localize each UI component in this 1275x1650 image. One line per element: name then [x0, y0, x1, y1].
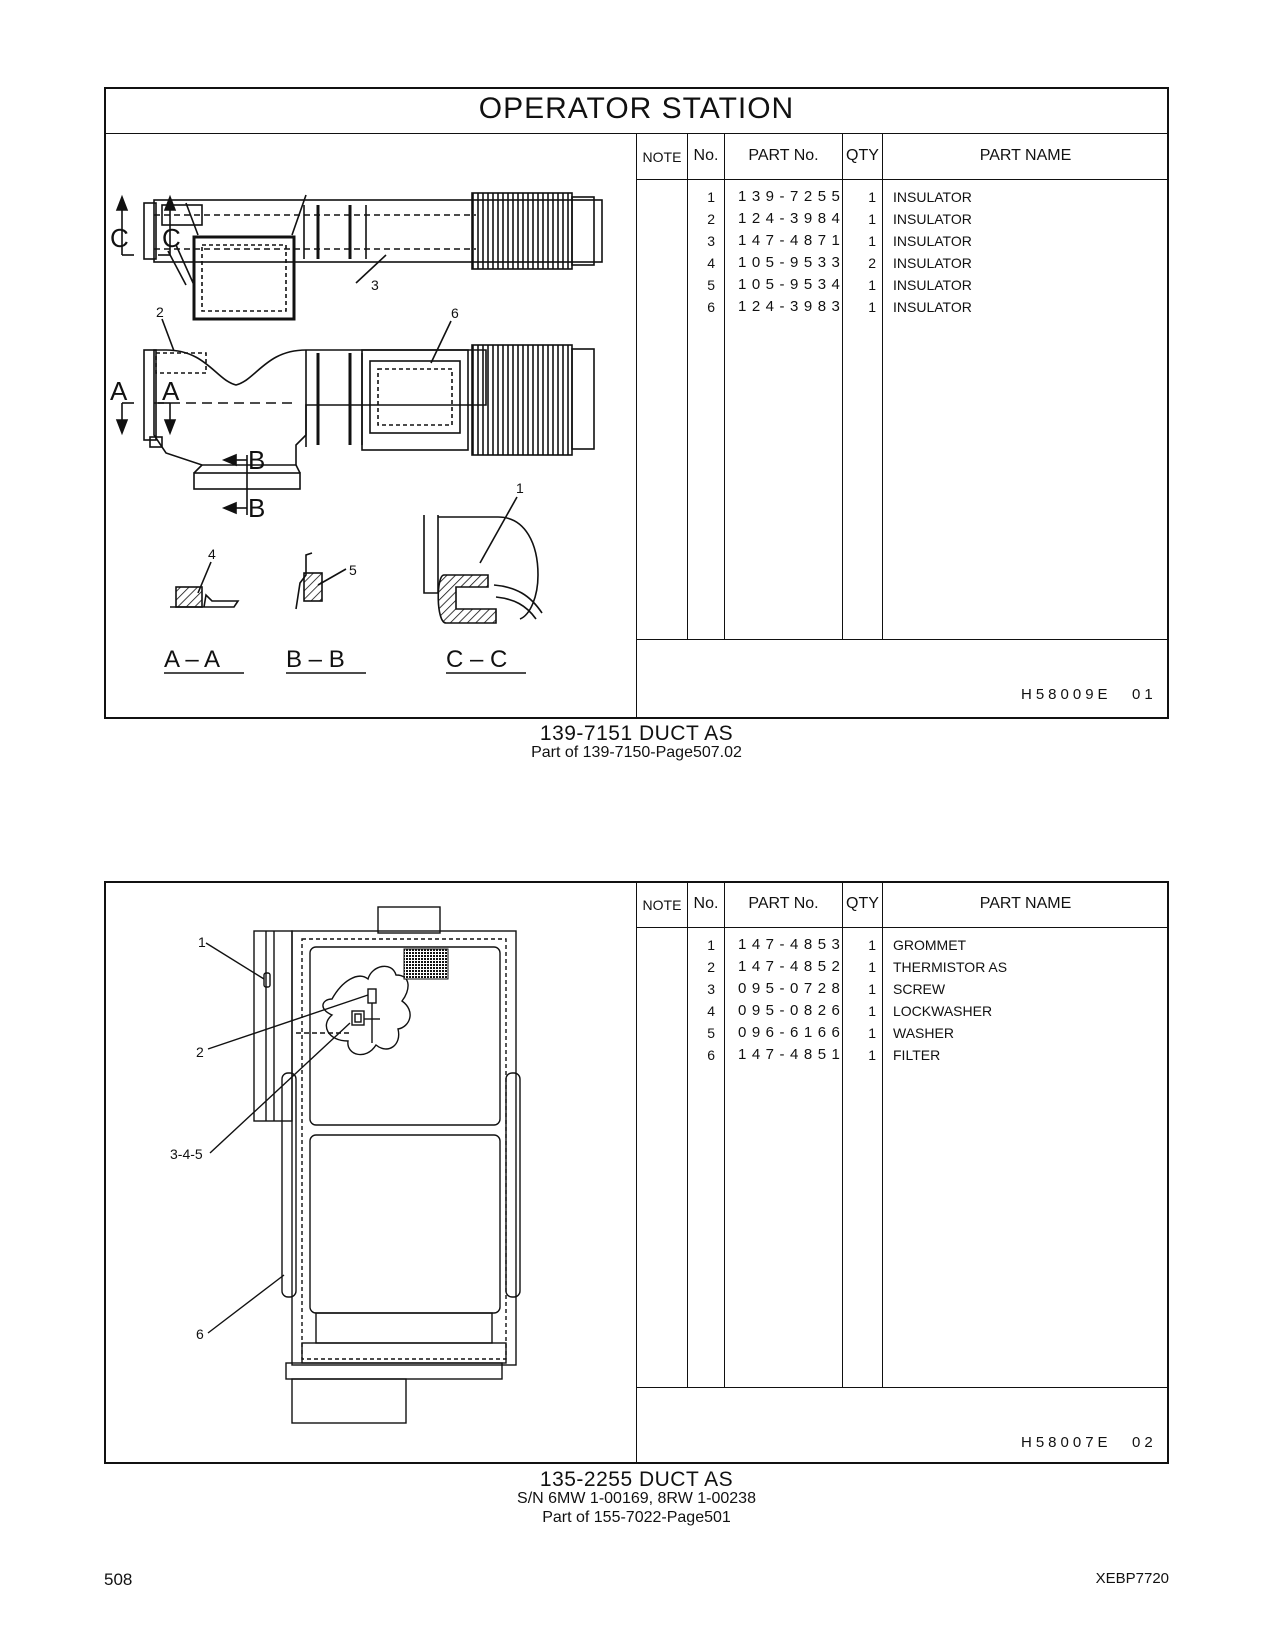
- s1-illustration-code: H58009E: [1021, 686, 1112, 703]
- s2-table-left-border: [636, 882, 637, 1463]
- row-part-no: 147-4853: [738, 936, 846, 953]
- s2-caption-line-2: Part of 155-7022-Page501: [542, 1509, 731, 1526]
- s1-col-divider-name: [882, 134, 883, 639]
- s1-header-no: No.: [693, 147, 719, 164]
- s2-illustration-code: H58007E: [1021, 1434, 1112, 1451]
- row-part-no: 105-9534: [738, 276, 846, 293]
- s1-header-qty: QTY: [846, 147, 879, 164]
- s2-caption-line-1: S/N 6MW 1-00169, 8RW 1-00238: [517, 1490, 756, 1507]
- s1-col-divider-no: [687, 134, 688, 639]
- row-part-name: WASHER: [893, 1025, 954, 1041]
- row-part-name: INSULATOR: [893, 211, 972, 227]
- s2-header-part-name: PART NAME: [979, 895, 1072, 912]
- row-qty: 1: [868, 299, 876, 315]
- row-qty: 1: [868, 1047, 876, 1063]
- doc-code: XEBP7720: [1095, 1570, 1169, 1587]
- callout-5: 5: [349, 562, 357, 578]
- callout-6: 6: [451, 305, 459, 321]
- s2-header-note: NOTE: [642, 897, 682, 913]
- s2-col-divider-no: [687, 882, 688, 1387]
- row-part-name: INSULATOR: [893, 299, 972, 315]
- row-no: 6: [707, 1047, 715, 1063]
- row-part-name: INSULATOR: [893, 189, 972, 205]
- c-label-right: C: [162, 223, 181, 253]
- row-qty: 1: [868, 981, 876, 997]
- b-label-bottom: B: [248, 493, 266, 523]
- row-qty: 1: [868, 1025, 876, 1041]
- row-part-no: 124-3983: [738, 298, 846, 315]
- row-part-name: INSULATOR: [893, 233, 972, 249]
- row-part-no: 139-7255: [738, 188, 846, 205]
- upper-duct: [144, 193, 602, 319]
- callout-3: 3: [371, 277, 379, 293]
- section-bb-label: B – B: [286, 646, 345, 673]
- s1-header-note: NOTE: [642, 149, 682, 165]
- s1-duct-diagram: [106, 135, 634, 717]
- row-part-no: 147-4851: [738, 1046, 846, 1063]
- s1-header-divider: [636, 179, 1168, 180]
- row-part-no: 147-4871: [738, 232, 846, 249]
- callout-1: 1: [516, 480, 524, 496]
- row-part-name: LOCKWASHER: [893, 1003, 993, 1019]
- s2-header-part-no: PART No.: [748, 895, 819, 912]
- row-qty: 1: [868, 937, 876, 953]
- s1-caption-title: 139-7151 DUCT AS: [539, 722, 734, 745]
- b-label-top: B: [248, 445, 266, 475]
- section-cc-label: C – C: [446, 646, 508, 673]
- row-qty: 2: [868, 255, 876, 271]
- row-no: 3: [707, 981, 715, 997]
- s2-callout-2: 2: [196, 1044, 204, 1060]
- row-no: 5: [707, 1025, 715, 1041]
- row-qty: 1: [868, 1003, 876, 1019]
- lower-duct: [144, 345, 594, 489]
- row-qty: 1: [868, 189, 876, 205]
- page-title: OPERATOR STATION: [478, 92, 795, 125]
- row-no: 3: [707, 233, 715, 249]
- s2-header-divider: [636, 927, 1168, 928]
- row-part-no: 095-0728: [738, 980, 846, 997]
- row-part-name: THERMISTOR AS: [893, 959, 1008, 975]
- row-part-no: 105-9533: [738, 254, 846, 271]
- row-part-name: INSULATOR: [893, 255, 972, 271]
- s2-caption-title: 135-2255 DUCT AS: [539, 1468, 734, 1491]
- s2-duct-diagram: [106, 883, 634, 1462]
- row-part-no: 147-4852: [738, 958, 846, 975]
- s2-col-divider-name: [882, 882, 883, 1387]
- row-part-no: 124-3984: [738, 210, 846, 227]
- row-part-name: GROMMET: [893, 937, 967, 953]
- row-part-name: INSULATOR: [893, 277, 972, 293]
- s1-header-part-no: PART No.: [748, 147, 819, 164]
- s1-footer-divider: [636, 639, 1168, 640]
- s1-header-part-name: PART NAME: [979, 147, 1072, 164]
- s2-callout-345: 3-4-5: [170, 1146, 203, 1162]
- s2-callout-1: 1: [198, 934, 206, 950]
- row-qty: 1: [868, 959, 876, 975]
- row-part-name: SCREW: [893, 981, 946, 997]
- s2-illustration-seq: 02: [1132, 1434, 1157, 1451]
- row-qty: 1: [868, 211, 876, 227]
- row-qty: 1: [868, 233, 876, 249]
- row-part-no: 096-6166: [738, 1024, 846, 1041]
- row-no: 2: [707, 959, 715, 975]
- row-no: 4: [707, 255, 715, 271]
- callout-2: 2: [156, 304, 164, 320]
- row-no: 4: [707, 1003, 715, 1019]
- c-label-left: C: [110, 223, 129, 253]
- a-label-right: A: [162, 376, 180, 406]
- row-no: 1: [707, 937, 715, 953]
- row-qty: 1: [868, 277, 876, 293]
- s2-col-divider-partno: [724, 882, 725, 1387]
- callout-4: 4: [208, 546, 216, 562]
- row-no: 6: [707, 299, 715, 315]
- s2-footer-divider: [636, 1387, 1168, 1388]
- s2-header-qty: QTY: [846, 895, 879, 912]
- s1-table-left-border: [636, 134, 637, 718]
- a-label-left: A: [110, 376, 128, 406]
- s1-col-divider-partno: [724, 134, 725, 639]
- row-part-no: 095-0826: [738, 1002, 846, 1019]
- row-no: 5: [707, 277, 715, 293]
- row-no: 1: [707, 189, 715, 205]
- s2-callout-6: 6: [196, 1326, 204, 1342]
- s1-illustration-seq: 01: [1132, 686, 1157, 703]
- section-aa-label: A – A: [164, 646, 221, 673]
- page-number: 508: [104, 1570, 133, 1589]
- s1-caption-line: Part of 139-7150-Page507.02: [531, 744, 742, 761]
- row-no: 2: [707, 211, 715, 227]
- row-part-name: FILTER: [893, 1047, 941, 1063]
- s2-header-no: No.: [693, 895, 719, 912]
